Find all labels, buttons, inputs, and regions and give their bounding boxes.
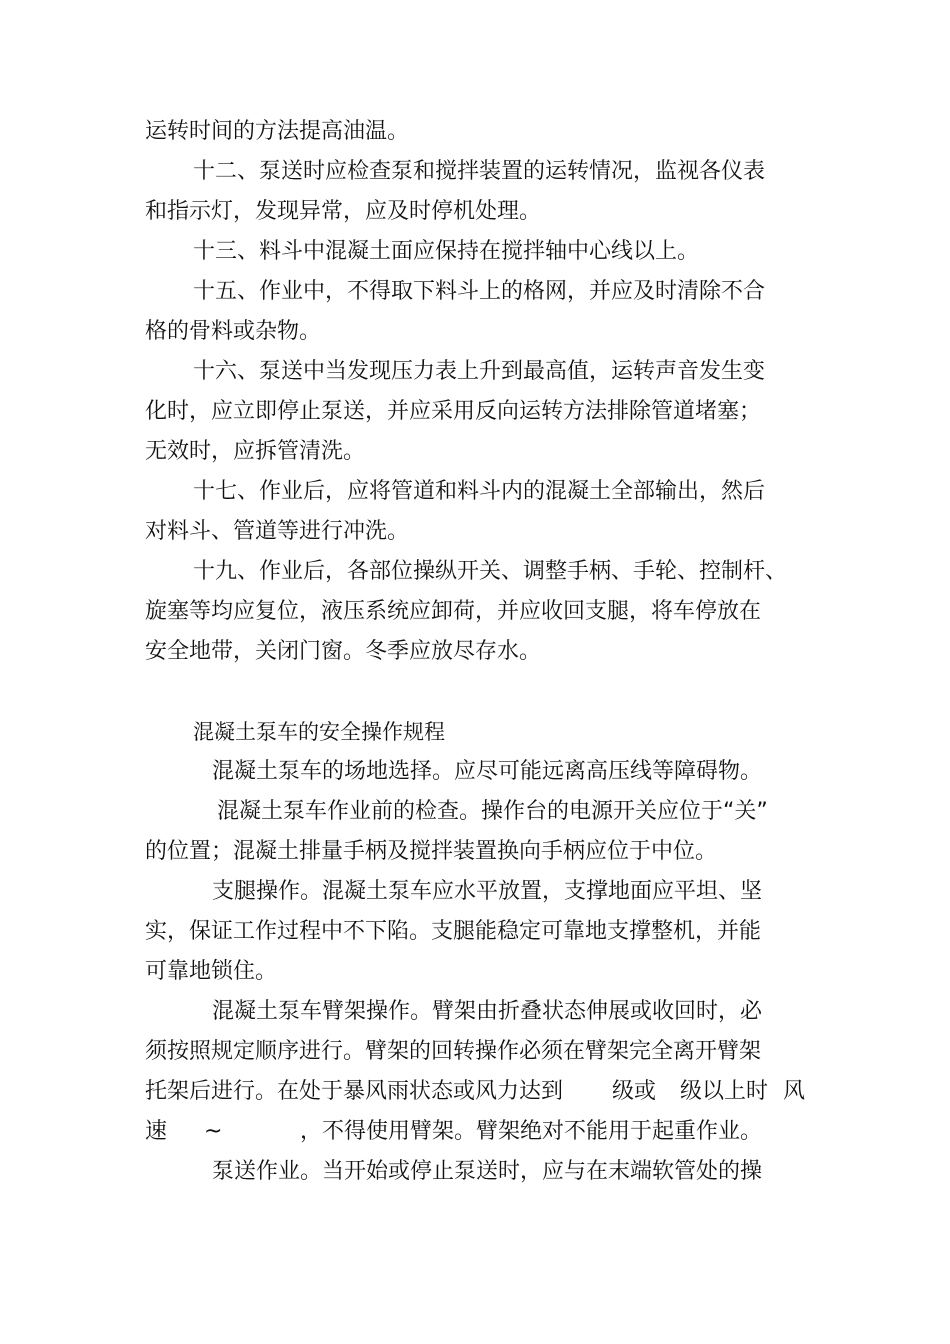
text-fragment: 的位置；混凝土排量手柄及搅拌装置换向手柄应位于中位。 bbox=[145, 839, 718, 864]
text-fragment: 十六、泵送中当发现压力表上升到最高值，运转声音发生变 bbox=[193, 359, 766, 384]
text-fragment: 实，保证工作过程中不下陷。支腿能稳定可靠地支撑整机，并能 bbox=[145, 919, 762, 944]
paragraph-19-line-2 bbox=[0, 597, 950, 637]
text-fragment: 安全地带，关闭门窗。冬季应放尽存水。 bbox=[145, 639, 542, 664]
text-fragment: 级以上时 bbox=[680, 1079, 769, 1104]
text-fragment: 和指示灯，发现异常，应及时停机处理。 bbox=[145, 199, 542, 224]
boom-line-2 bbox=[0, 1037, 950, 1077]
paragraph-13 bbox=[0, 237, 950, 277]
text-fragment: 速 bbox=[145, 1119, 168, 1144]
text-fragment: 混凝土泵车的安全操作规程 bbox=[193, 720, 445, 744]
outrigger-line-1 bbox=[0, 877, 950, 917]
text-fragment: 无效时，应拆管清洗。 bbox=[145, 439, 366, 464]
paragraph-19-line-3 bbox=[0, 637, 950, 677]
text-fragment: 风 bbox=[783, 1079, 806, 1104]
text-fragment: 支腿操作。混凝土泵车应水平放置，支撑地面应平坦、坚 bbox=[212, 879, 763, 904]
section-title bbox=[0, 717, 950, 757]
text-fragment: 泵送作业。当开始或停止泵送时，应与在末端软管处的操 bbox=[212, 1159, 763, 1184]
paragraph-16-line-2 bbox=[0, 397, 950, 437]
text-fragment: 十七、作业后，应将管道和料斗内的混凝土全部输出，然后 bbox=[193, 479, 766, 504]
pre-check-line-2 bbox=[0, 837, 950, 877]
text-fragment: ~ bbox=[204, 1119, 223, 1144]
text-fragment: 混凝土泵车臂架操作。臂架由折叠状态伸展或收回时，必 bbox=[212, 999, 763, 1024]
boom-line-3 bbox=[0, 1077, 950, 1117]
paragraph-15-line-2 bbox=[0, 317, 950, 357]
text-fragment: 旋塞等均应复位，液压系统应卸荷，并应收回支腿，将车停放在 bbox=[145, 599, 762, 624]
paragraph-17-line-1 bbox=[0, 477, 950, 517]
text-line bbox=[0, 117, 950, 157]
text-fragment: 混凝土泵车的场地选择。应尽可能远离高压线等障碍物。 bbox=[212, 759, 763, 784]
paragraph-19-line-1 bbox=[0, 557, 950, 597]
paragraph-12-line-2 bbox=[0, 197, 950, 237]
text-fragment: 对料斗、管道等进行冲洗。 bbox=[145, 519, 410, 544]
text-fragment: 十二、泵送时应检查泵和搅拌装置的运转情况，监视各仪表 bbox=[193, 159, 766, 184]
pre-check-line-1 bbox=[0, 797, 950, 837]
text-fragment: 十九、作业后，各部位操纵开关、调整手柄、手轮、控制杆、 bbox=[193, 559, 788, 584]
outrigger-line-2 bbox=[0, 917, 950, 957]
paragraph-16-line-1 bbox=[0, 357, 950, 397]
text-fragment: 须按照规定顺序进行。臂架的回转操作必须在臂架完全离开臂架 bbox=[145, 1039, 762, 1064]
boom-line-4 bbox=[0, 1117, 950, 1157]
paragraph-16-line-3 bbox=[0, 437, 950, 477]
text-fragment: 格的骨料或杂物。 bbox=[145, 319, 322, 344]
text-fragment: 可靠地锁住。 bbox=[145, 959, 278, 984]
site-selection-line bbox=[0, 757, 950, 797]
text-fragment: 十五、作业中，不得取下料斗上的格网，并应及时清除不合 bbox=[193, 279, 766, 304]
text-fragment: 运转时间的方法提高油温。 bbox=[145, 119, 410, 144]
text-fragment: 化时，应立即停止泵送，并应采用反向运转方法排除管道堵塞； bbox=[145, 399, 762, 424]
boom-line-1 bbox=[0, 997, 950, 1037]
text-fragment: ，不得使用臂架。臂架绝对不能用于起重作业。 bbox=[300, 1119, 763, 1144]
text-fragment: 托架后进行。在处于暴风雨状态或风力达到 bbox=[145, 1079, 564, 1104]
paragraph-12-line-1 bbox=[0, 157, 950, 197]
text-fragment: 混凝土泵车作业前的检查。操作台的电源开关应位于“关” bbox=[217, 799, 768, 824]
outrigger-line-3 bbox=[0, 957, 950, 997]
paragraph-17-line-2 bbox=[0, 517, 950, 557]
text-fragment: 级或 bbox=[612, 1079, 657, 1104]
paragraph-15-line-1 bbox=[0, 277, 950, 317]
pumping-line-1 bbox=[0, 1157, 950, 1197]
text-fragment: 十三、料斗中混凝土面应保持在搅拌轴中心线以上。 bbox=[193, 239, 700, 264]
